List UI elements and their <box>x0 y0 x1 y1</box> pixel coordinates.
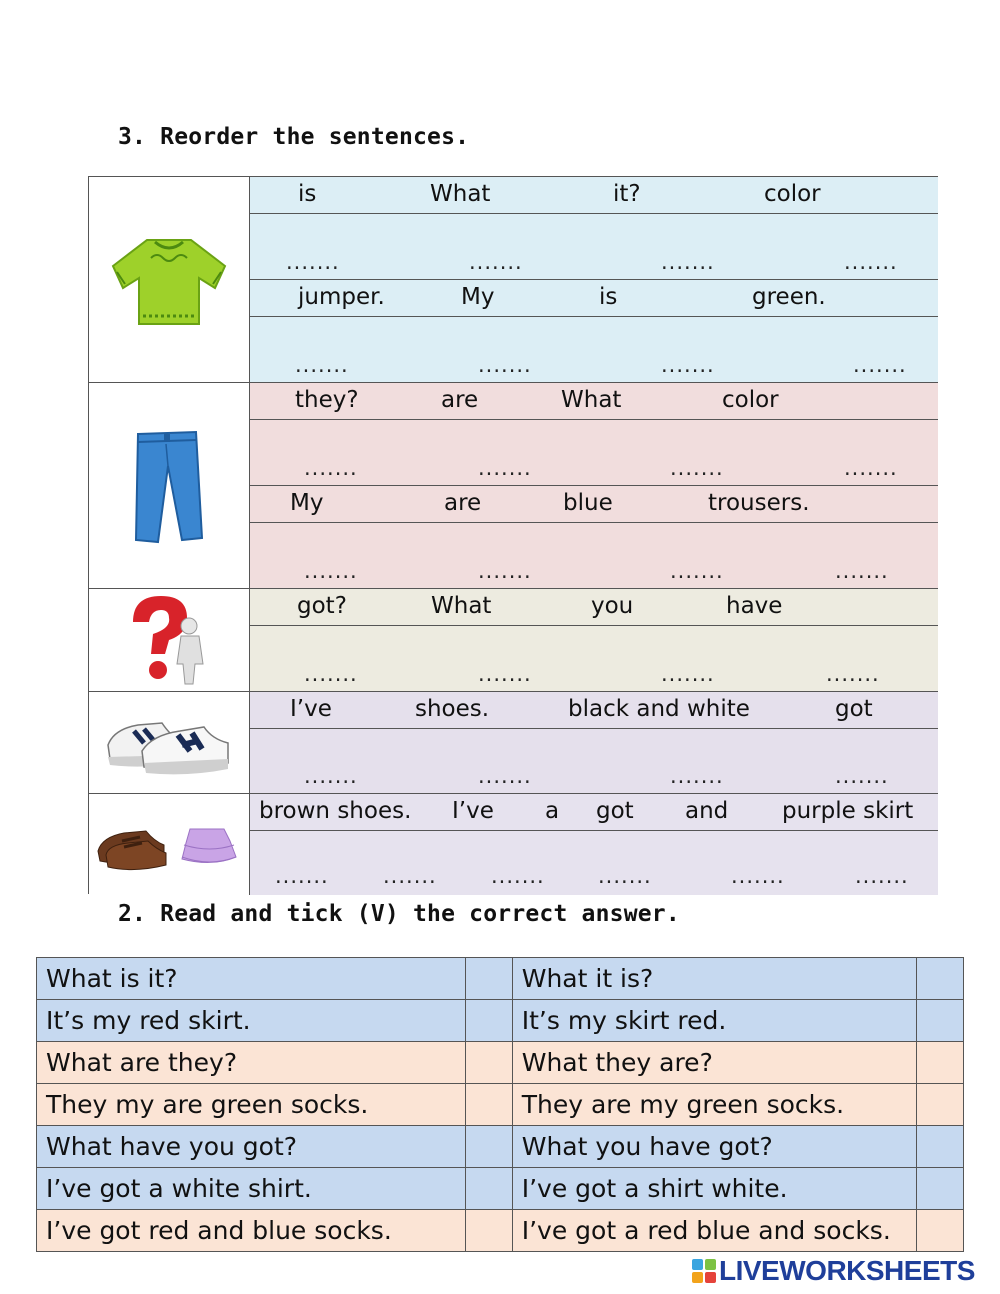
answer-blank[interactable]: ....... <box>304 662 358 686</box>
answer-blank[interactable]: ....... <box>835 559 889 583</box>
brown-shoes-and-purple-skirt-image <box>89 794 250 895</box>
answer-blank[interactable]: ....... <box>491 864 545 888</box>
word[interactable]: color <box>722 387 779 413</box>
blue-trousers-image <box>89 383 250 589</box>
tick-row <box>37 1042 964 1084</box>
right-sentence: It’s my skirt red. <box>512 1000 917 1042</box>
answer-blank[interactable]: ....... <box>478 662 532 686</box>
word[interactable]: is <box>298 181 317 207</box>
liveworksheets-logo <box>692 1255 975 1287</box>
tick-box[interactable] <box>466 1126 513 1168</box>
word[interactable]: purple skirt <box>782 798 914 824</box>
word[interactable]: What <box>431 593 492 619</box>
tick-box[interactable] <box>917 1126 964 1168</box>
word[interactable]: got? <box>297 593 347 619</box>
left-sentence: I’ve got red and blue socks. <box>37 1210 466 1252</box>
tick-row <box>37 1000 964 1042</box>
word[interactable]: you <box>591 593 634 619</box>
word[interactable]: got <box>835 696 873 722</box>
word[interactable]: I’ve <box>452 798 494 824</box>
tick-box[interactable] <box>917 1168 964 1210</box>
left-sentence: What is it? <box>37 958 466 1000</box>
section-3-heading: 3. Reorder the sentences. <box>118 124 470 150</box>
word[interactable]: are <box>444 490 482 516</box>
logo-icon <box>692 1259 716 1283</box>
answer-blank[interactable]: ....... <box>731 864 785 888</box>
reorder-words-row-4 <box>250 486 938 523</box>
word[interactable]: shoes. <box>415 696 490 722</box>
tick-row <box>37 1210 964 1252</box>
word[interactable]: I’ve <box>290 696 332 722</box>
left-sentence: It’s my red skirt. <box>37 1000 466 1042</box>
question-mark-figure-image <box>89 589 250 692</box>
word[interactable]: got <box>596 798 634 824</box>
right-sentence: I’ve got a red blue and socks. <box>512 1210 917 1252</box>
reorder-answer-row-4 <box>250 523 938 589</box>
black-and-white-shoes-image <box>89 692 250 794</box>
left-sentence: What are they? <box>37 1042 466 1084</box>
answer-blank[interactable]: ....... <box>469 250 523 274</box>
answer-blank[interactable]: ....... <box>670 559 724 583</box>
answer-blank[interactable]: ....... <box>304 456 358 480</box>
left-sentence: What have you got? <box>37 1126 466 1168</box>
word[interactable]: jumper. <box>298 284 385 310</box>
word[interactable]: have <box>726 593 783 619</box>
answer-blank[interactable]: ....... <box>304 559 358 583</box>
reorder-answer-row-1 <box>250 214 938 280</box>
answer-blank[interactable]: ....... <box>670 764 724 788</box>
reorder-answer-row-6 <box>250 729 938 794</box>
reorder-words-row-3 <box>250 383 938 420</box>
answer-blank[interactable]: ....... <box>478 559 532 583</box>
tick-box[interactable] <box>917 1084 964 1126</box>
right-sentence: What you have got? <box>512 1126 917 1168</box>
word[interactable]: are <box>441 387 479 413</box>
tick-box[interactable] <box>917 958 964 1000</box>
answer-blank[interactable]: ....... <box>661 250 715 274</box>
right-sentence: I’ve got a shirt white. <box>512 1168 917 1210</box>
answer-blank[interactable]: ....... <box>304 764 358 788</box>
answer-blank[interactable]: ....... <box>844 250 898 274</box>
word[interactable]: a <box>545 798 560 824</box>
reorder-answer-row-2 <box>250 317 938 383</box>
reorder-answer-row-3 <box>250 420 938 486</box>
word[interactable]: What <box>430 181 491 207</box>
word[interactable]: My <box>290 490 324 516</box>
reorder-words-row-5 <box>250 589 938 626</box>
left-sentence: They my are green socks. <box>37 1084 466 1126</box>
word[interactable]: they? <box>295 387 359 413</box>
right-sentence: They are my green socks. <box>512 1084 917 1126</box>
answer-blank[interactable]: ....... <box>670 456 724 480</box>
reorder-table <box>88 176 938 894</box>
answer-blank[interactable]: ....... <box>853 353 907 377</box>
section-2-heading: 2. Read and tick (V) the correct answer. <box>118 901 680 927</box>
tick-box[interactable] <box>917 1000 964 1042</box>
answer-blank[interactable]: ....... <box>478 353 532 377</box>
reorder-answer-row-7 <box>250 831 938 895</box>
reorder-words-row-6 <box>250 692 938 729</box>
answer-blank[interactable]: ....... <box>661 353 715 377</box>
tick-box[interactable] <box>917 1210 964 1252</box>
tick-box[interactable] <box>466 1042 513 1084</box>
answer-blank[interactable]: ....... <box>478 764 532 788</box>
reorder-words-row-1 <box>250 177 938 214</box>
word[interactable]: black and white <box>568 696 750 722</box>
reorder-answer-row-5 <box>250 626 938 692</box>
right-sentence: What it is? <box>512 958 917 1000</box>
reorder-words-row-2 <box>250 280 938 317</box>
right-sentence: What they are? <box>512 1042 917 1084</box>
word[interactable]: green. <box>752 284 826 310</box>
answer-blank[interactable]: ....... <box>478 456 532 480</box>
answer-blank[interactable]: ....... <box>275 864 329 888</box>
tick-box[interactable] <box>466 1168 513 1210</box>
answer-blank[interactable]: ....... <box>844 456 898 480</box>
tick-row <box>37 958 964 1000</box>
tick-table <box>36 957 964 1252</box>
word[interactable]: brown shoes. <box>259 798 412 824</box>
word[interactable]: and <box>685 798 729 824</box>
word[interactable]: it? <box>613 181 641 207</box>
answer-blank[interactable]: ....... <box>826 662 880 686</box>
green-jumper-image <box>89 177 250 383</box>
tick-row <box>37 1168 964 1210</box>
answer-blank[interactable]: ....... <box>598 864 652 888</box>
word[interactable]: color <box>764 181 821 207</box>
tick-box[interactable] <box>466 958 513 1000</box>
tick-row <box>37 1084 964 1126</box>
answer-blank[interactable]: ....... <box>661 662 715 686</box>
tick-box[interactable] <box>466 1210 513 1252</box>
reorder-words-row-7 <box>250 794 938 831</box>
tick-row <box>37 1126 964 1168</box>
answer-blank[interactable]: ....... <box>383 864 437 888</box>
word[interactable]: My <box>461 284 495 310</box>
answer-blank[interactable]: ....... <box>286 250 340 274</box>
word[interactable]: blue <box>563 490 613 516</box>
answer-blank[interactable]: ....... <box>295 353 349 377</box>
tick-box[interactable] <box>466 1000 513 1042</box>
answer-blank[interactable]: ....... <box>855 864 909 888</box>
word[interactable]: What <box>561 387 622 413</box>
brand-name: LIVEWORKSHEETS <box>719 1255 975 1286</box>
word[interactable]: is <box>599 284 618 310</box>
word[interactable]: trousers. <box>708 490 810 516</box>
answer-blank[interactable]: ....... <box>835 764 889 788</box>
tick-box[interactable] <box>917 1042 964 1084</box>
left-sentence: I’ve got a white shirt. <box>37 1168 466 1210</box>
tick-box[interactable] <box>466 1084 513 1126</box>
